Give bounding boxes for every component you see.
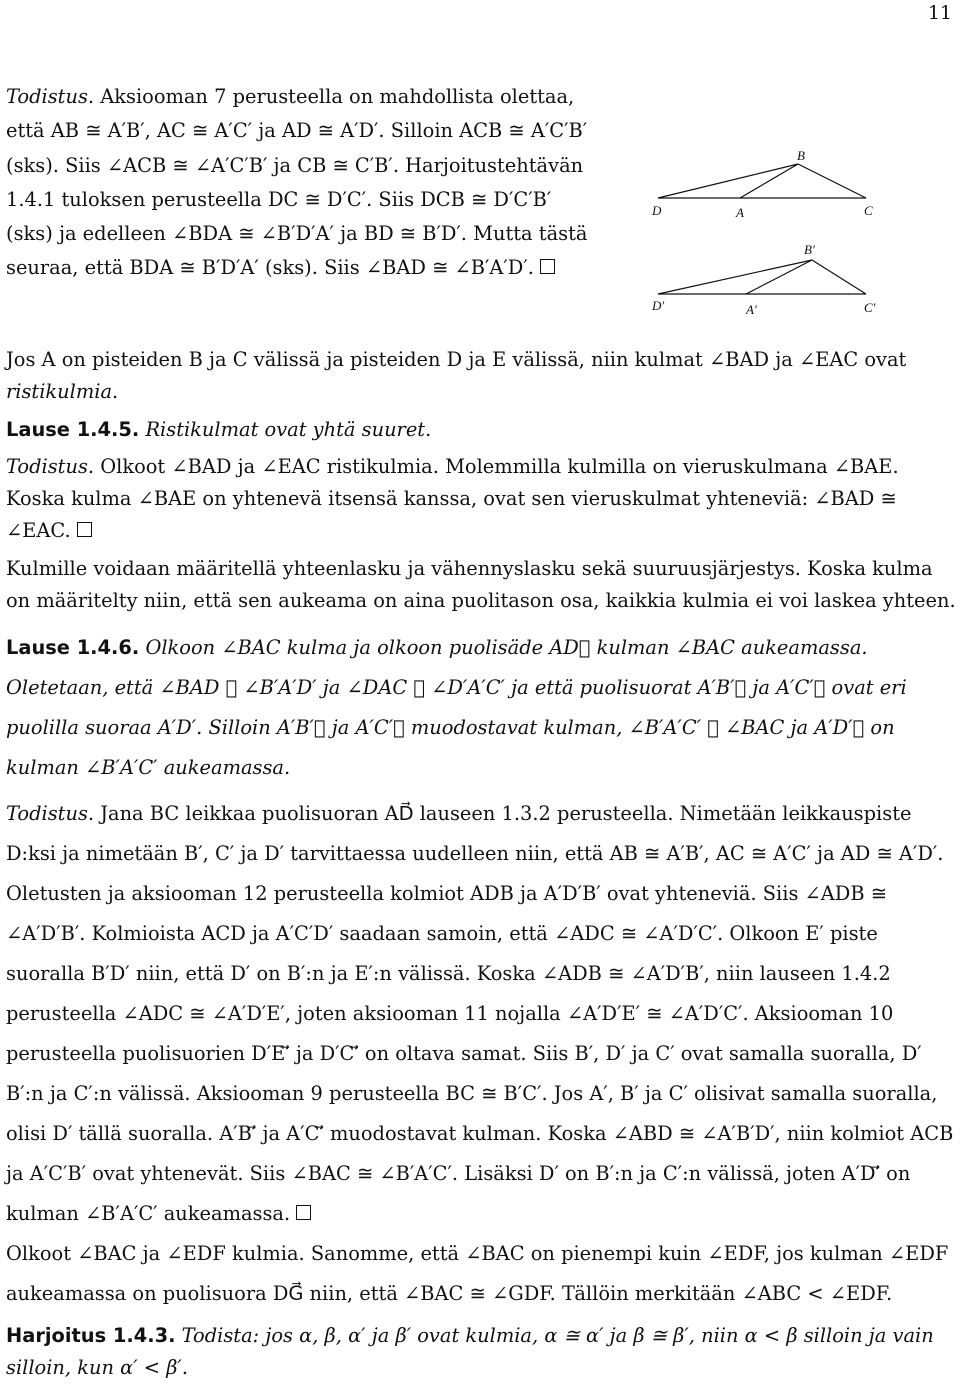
qed-box-icon — [77, 522, 92, 537]
proof-text: Jana BC leikkaa puolisuoran AD⃗ lauseen 1.3.2 perusteella. Nimetään leikkauspiste D:ksi ja nimetään B′, C′ ja D′ tarvittaessa uudelleen niin, että AB ≅ A′B′, AC ≅ A′C′ ja AD ≅ A′D′. Oletusten ja aksiooman 12 perusteella kolmiot ADB ja A′D′B′ ovat yhteneviä. Siis ∠ADB ≅ ∠A′D′B′. Kolmioista ACD ja A′C′D′ saadaan samoin, että ∠ADC ≅ ∠A′D′C′. Olkoon E′ piste suoralla B′D′ niin, että D′ on B′:n ja E′:n välissä. Koska ∠ADB ≅ ∠A′D′B′, niin lauseen 1.4.2 perusteella ∠ADC ≅ ∠A′D′E′, joten aksiooman 11 nojalla ∠A′D′E′ ≅ ∠A′D′C′. Aksiooman 10 perusteella puolisuorien D′E′⃗ ja D′C′⃗ on oltava samat. Siis B′, D′ ja C′ ovat samalla suoralla, D′ B′:n ja C′:n välissä. Aksiooman 9 perusteella BC ≅ B′C′. Jos A′, B′ ja C′ olisivat samalla suoralla, olisi D′ tällä suoralla. A′B′⃗ ja A′C′⃗ muodostavat kulman. Koska ∠ABD ≅ ∠A′B′D′, niin kolmiot ACB ja A′C′B′ ovat yhtenevät. Siis ∠BAC ≅ ∠B′A′C′. Lisäksi D′ on B′:n ja C′:n välissä, joten A′D′⃗ on kulman ∠B′A′C′ aukeamassa. — [6, 802, 954, 1226]
exercise-text: Todista: jos α, β, α′ ja β′ ovat kulmia, α ≅ α′ ja β ≅ β′, niin α < β silloin ja vain silloin, kun α′ < β′. — [6, 1324, 934, 1380]
segment-BC — [798, 164, 866, 198]
definition-paragraph — [6, 344, 956, 408]
page-number: 11 — [927, 2, 952, 24]
segment-B2C2 — [812, 260, 866, 294]
exercise-1-4-3 — [6, 1320, 956, 1384]
exercise-label: Harjoitus 1.4.3. — [6, 1324, 176, 1348]
theorem-statement: Ristikulmat ovat yhtä suuret. — [145, 417, 432, 441]
theorem-statement: Olkoon ∠BAC kulma ja olkoon puolisäde AD⃗ kulman ∠BAC aukeamassa. Oletetaan, että ∠BAD ≅ ∠B′A′D′ ja ∠DAC ≅ ∠D′A′C′ ja että puolisuorat A′B′⃗ ja A′C′⃗ ovat eri puolilla suoraa A′D′. Silloin A′B′⃗ ja A′C′⃗ muodostavat kulman, ∠B′A′C′ ≅ ∠BAC ja A′D′⃗ on kulman ∠B′A′C′ aukeamassa. — [6, 636, 907, 780]
theorem-label: Lause 1.4.5. — [6, 417, 140, 441]
body-text — [6, 344, 956, 1384]
proof-1-4-6 — [6, 794, 956, 1234]
proof-text: Aksiooman 7 perusteella on mahdollista olettaa, että AB ≅ A′B′, AC ≅ A′C′ ja AD ≅ A′D′. Silloin ACB ≅ A′C′B′ (sks). Siis ∠ACB ≅ ∠A′C′B′ ja CB ≅ C′B′. Harjoitustehtävän 1.4.1 tuloksen perusteella DC ≅ D′C′. Siis DCB ≅ D′C′B′ (sks) ja edelleen ∠BDA ≅ ∠B′D′A′ ja BD ≅ B′D′. Mutta tästä seuraa, että BDA ≅ B′D′A′ (sks). Siis ∠BAD ≅ ∠B′A′D′. — [6, 85, 588, 280]
angle-arithmetic-paragraph — [6, 553, 956, 617]
proof-paragraph — [6, 80, 591, 286]
label-A-prime: A′ — [746, 302, 757, 317]
definition-term: ristikulmia. — [6, 379, 119, 403]
proof-1-4-5 — [6, 451, 956, 546]
proof-label: Todistus. — [6, 85, 95, 108]
theorem-label: Lause 1.4.6. — [6, 636, 140, 660]
definition-text: Jos A on pisteiden B ja C välissä ja pisteiden D ja E välissä, niin kulmat ∠BAD ja ∠EAC ovat — [6, 348, 907, 371]
segment-D2B2 — [658, 260, 812, 294]
triangle-figure — [646, 148, 894, 320]
angle-order-paragraph — [6, 1234, 956, 1314]
proof-label: Todistus. — [6, 802, 95, 826]
proof-label: Todistus. — [6, 455, 95, 479]
qed-box-icon — [296, 1205, 311, 1220]
label-D: D — [652, 203, 662, 218]
theorem-1-4-6 — [6, 628, 956, 788]
triangle-diagram — [646, 148, 894, 320]
label-C: C — [864, 203, 873, 218]
segment-DB — [658, 164, 798, 198]
label-B-prime: B′ — [804, 242, 815, 257]
segment-A2B2 — [746, 260, 812, 294]
label-A: A — [736, 205, 744, 220]
paragraph-text: Olkoot ∠BAC ja ∠EDF kulmia. Sanomme, että ∠BAC on pienempi kuin ∠EDF, jos kulman ∠EDF aukeamassa on puolisuora DG⃗ niin, että ∠BAC ≅ ∠GDF. Tällöin merkitään ∠ABC < ∠EDF. — [6, 1242, 949, 1306]
qed-box-icon — [540, 259, 555, 274]
label-C-prime: C′ — [864, 300, 876, 315]
label-D-prime: D′ — [652, 298, 665, 313]
paragraph-text: Kulmille voidaan määritellä yhteenlasku ja vähennyslasku sekä suuruusjärjestys. Koska kulma on määritelty niin, että sen aukeama on aina puolitason osa, kaikkia kulmia ei voi laskea yhteen. — [6, 556, 956, 612]
proof-text: Olkoot ∠BAD ja ∠EAC ristikulmia. Molemmilla kulmilla on vieruskulmana ∠BAE. Koska kulma ∠BAE on yhtenevä itsensä kanssa, ovat sen vieruskulmat yhteneviä: ∠BAD ≅ ∠EAC. — [6, 455, 899, 542]
segment-AB — [740, 164, 798, 198]
theorem-1-4-5 — [6, 414, 956, 446]
label-B: B — [797, 148, 805, 163]
